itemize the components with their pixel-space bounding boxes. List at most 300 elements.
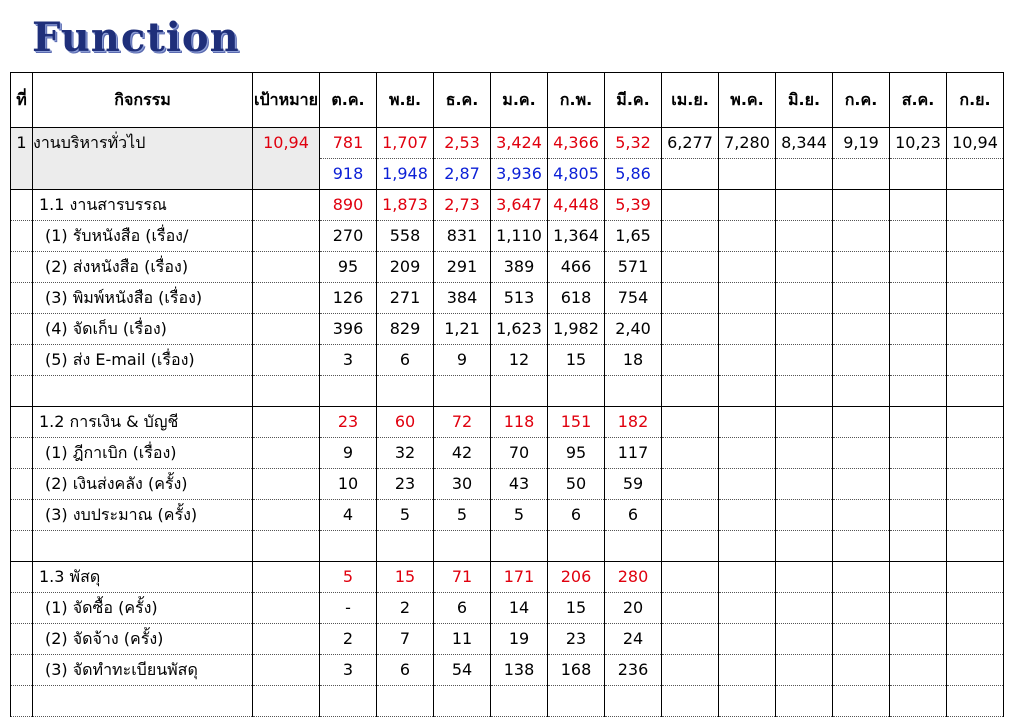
target-cell — [253, 407, 320, 438]
month-value-cell — [890, 407, 947, 438]
month-value-cell — [605, 686, 662, 717]
month-value-cell: 7,280 — [719, 128, 776, 159]
month-value-cell — [776, 221, 833, 252]
target-cell — [253, 221, 320, 252]
month-value-cell — [833, 283, 890, 314]
month-value-cell: 70 — [491, 438, 548, 469]
month-value-cell: 118 — [491, 407, 548, 438]
month-value-cell — [719, 438, 776, 469]
month-value-cell: 59 — [605, 469, 662, 500]
month-value-cell: 2,73 — [434, 190, 491, 221]
table-row — [11, 314, 1004, 345]
month-value-cell: 466 — [548, 252, 605, 283]
page-title: Function — [32, 14, 240, 61]
month-value-cell: 23 — [377, 469, 434, 500]
activity-cell: (2) ส่งหนังสือ (เรื่อง) — [33, 252, 253, 283]
month-value-cell: 15 — [548, 593, 605, 624]
month-value-cell: 7 — [377, 624, 434, 655]
month-value-cell — [833, 252, 890, 283]
activity-cell: งานบริหารทั่วไป — [33, 128, 253, 190]
month-value-cell: 10,94 — [947, 128, 1004, 159]
month-value-cell — [833, 345, 890, 376]
target-cell — [253, 624, 320, 655]
month-value-cell: 206 — [548, 562, 605, 593]
table-row — [11, 221, 1004, 252]
month-value-cell: 618 — [548, 283, 605, 314]
month-value-cell — [719, 655, 776, 686]
month-value-cell: 1,873 — [377, 190, 434, 221]
target-cell — [253, 283, 320, 314]
month-value-cell: 9 — [320, 438, 377, 469]
month-value-cell: 1,707 — [377, 128, 434, 159]
month-value-cell — [890, 345, 947, 376]
table-row — [11, 128, 1004, 159]
month-value-cell — [833, 562, 890, 593]
table-row — [11, 562, 1004, 593]
activity-cell: 1.3 พัสดุ — [33, 562, 253, 593]
month-value-cell: 781 — [320, 128, 377, 159]
month-value-cell: 1,982 — [548, 314, 605, 345]
row-index-cell — [11, 221, 33, 252]
month-value-cell: 95 — [320, 252, 377, 283]
month-value-cell — [320, 376, 377, 407]
month-value-cell — [320, 686, 377, 717]
row-index-cell — [11, 624, 33, 655]
header-cell: มี.ค. — [605, 73, 662, 128]
month-value-cell: 15 — [377, 562, 434, 593]
month-value-cell — [776, 283, 833, 314]
activity-cell: (4) จัดเก็บ (เรื่อง) — [33, 314, 253, 345]
table-row — [11, 345, 1004, 376]
month-value-cell — [662, 500, 719, 531]
row-index-cell — [11, 531, 33, 562]
month-value-cell — [947, 283, 1004, 314]
month-value-cell: 10 — [320, 469, 377, 500]
month-value-cell: 270 — [320, 221, 377, 252]
month-value-cell: 182 — [605, 407, 662, 438]
month-value-cell — [947, 562, 1004, 593]
activity-cell — [33, 531, 253, 562]
month-value-cell: 1,623 — [491, 314, 548, 345]
month-value-cell: 5,32 — [605, 128, 662, 159]
month-value-cell — [776, 345, 833, 376]
month-value-cell: 4,366 — [548, 128, 605, 159]
month-value-cell — [890, 531, 947, 562]
row-index-cell — [11, 469, 33, 500]
activity-cell: (2) เงินส่งคลัง (ครั้ง) — [33, 469, 253, 500]
row-index-cell — [11, 562, 33, 593]
month-value-cell — [719, 500, 776, 531]
month-value-cell — [776, 624, 833, 655]
month-value-cell: 10,23 — [890, 128, 947, 159]
month-value-cell — [719, 221, 776, 252]
month-value-cell: 389 — [491, 252, 548, 283]
month-value-cell: 32 — [377, 438, 434, 469]
activity-cell: (2) จัดจ้าง (ครั้ง) — [33, 624, 253, 655]
activity-cell — [33, 686, 253, 717]
month-value-cell: 271 — [377, 283, 434, 314]
header-cell: ที่ — [11, 73, 33, 128]
activity-cell: (1) ฎีกาเบิก (เรื่อง) — [33, 438, 253, 469]
month-value-cell: 513 — [491, 283, 548, 314]
month-value-cell — [662, 345, 719, 376]
month-value-cell — [947, 438, 1004, 469]
month-value-cell — [776, 593, 833, 624]
month-value-cell — [947, 407, 1004, 438]
month-value-cell: 43 — [491, 469, 548, 500]
month-value-cell — [719, 407, 776, 438]
table-row — [11, 438, 1004, 469]
month-value-cell — [890, 655, 947, 686]
month-value-cell: 138 — [491, 655, 548, 686]
row-index-cell — [11, 655, 33, 686]
month-value-cell: 6 — [548, 500, 605, 531]
month-value-cell — [890, 252, 947, 283]
month-value-cell — [434, 376, 491, 407]
month-value-cell — [947, 531, 1004, 562]
table-row — [11, 500, 1004, 531]
month-value-cell — [377, 376, 434, 407]
header-cell: เม.ย. — [662, 73, 719, 128]
month-value-cell: 6 — [434, 593, 491, 624]
month-value-cell — [890, 469, 947, 500]
month-value-cell — [947, 655, 1004, 686]
month-value-cell: 2 — [377, 593, 434, 624]
month-value-cell: 50 — [548, 469, 605, 500]
month-value-cell — [662, 376, 719, 407]
activity-cell: (3) จัดทำทะเบียนพัสดุ — [33, 655, 253, 686]
header-row — [11, 73, 1004, 128]
table-row — [11, 624, 1004, 655]
month-value-cell — [890, 159, 947, 190]
target-cell — [253, 500, 320, 531]
month-value-cell — [833, 686, 890, 717]
month-value-cell: 42 — [434, 438, 491, 469]
month-value-cell: 3,936 — [491, 159, 548, 190]
month-value-cell: 291 — [434, 252, 491, 283]
month-value-cell: 2 — [320, 624, 377, 655]
month-value-cell: 1,110 — [491, 221, 548, 252]
target-cell — [253, 593, 320, 624]
month-value-cell — [776, 407, 833, 438]
activity-cell: (1) จัดซื้อ (ครั้ง) — [33, 593, 253, 624]
row-index-cell — [11, 686, 33, 717]
month-value-cell — [719, 283, 776, 314]
month-value-cell — [776, 190, 833, 221]
month-value-cell: - — [320, 593, 377, 624]
month-value-cell — [890, 500, 947, 531]
month-value-cell: 23 — [548, 624, 605, 655]
month-value-cell: 5 — [491, 500, 548, 531]
table-body — [11, 128, 1004, 717]
month-value-cell — [719, 345, 776, 376]
month-value-cell — [776, 159, 833, 190]
month-value-cell — [947, 221, 1004, 252]
month-value-cell — [662, 624, 719, 655]
month-value-cell: 831 — [434, 221, 491, 252]
month-value-cell — [719, 624, 776, 655]
month-value-cell — [662, 252, 719, 283]
header-cell: เป้าหมาย — [253, 73, 320, 128]
month-value-cell — [833, 655, 890, 686]
target-cell — [253, 252, 320, 283]
month-value-cell — [947, 500, 1004, 531]
month-value-cell: 71 — [434, 562, 491, 593]
month-value-cell — [662, 562, 719, 593]
row-index-cell — [11, 376, 33, 407]
table-row — [11, 655, 1004, 686]
row-index-cell — [11, 438, 33, 469]
month-value-cell — [890, 190, 947, 221]
row-index-cell — [11, 593, 33, 624]
month-value-cell — [662, 593, 719, 624]
month-value-cell — [776, 438, 833, 469]
month-value-cell: 1,65 — [605, 221, 662, 252]
month-value-cell — [320, 531, 377, 562]
month-value-cell: 126 — [320, 283, 377, 314]
target-cell — [253, 314, 320, 345]
header-cell: กิจกรรม — [33, 73, 253, 128]
month-value-cell: 4 — [320, 500, 377, 531]
month-value-cell: 117 — [605, 438, 662, 469]
activity-cell — [33, 376, 253, 407]
month-value-cell — [947, 345, 1004, 376]
month-value-cell: 829 — [377, 314, 434, 345]
month-value-cell — [377, 686, 434, 717]
month-value-cell — [776, 500, 833, 531]
month-value-cell: 5,86 — [605, 159, 662, 190]
month-value-cell: 9,19 — [833, 128, 890, 159]
header-cell: พ.ค. — [719, 73, 776, 128]
month-value-cell — [833, 159, 890, 190]
table-row — [11, 252, 1004, 283]
month-value-cell — [833, 376, 890, 407]
month-value-cell: 5,39 — [605, 190, 662, 221]
month-value-cell: 3,647 — [491, 190, 548, 221]
activity-cell: (1) รับหนังสือ (เรื่อง/ — [33, 221, 253, 252]
header-cell: ก.ค. — [833, 73, 890, 128]
header-cell: ส.ค. — [890, 73, 947, 128]
header-cell: มิ.ย. — [776, 73, 833, 128]
month-value-cell: 20 — [605, 593, 662, 624]
month-value-cell — [719, 376, 776, 407]
target-cell — [253, 562, 320, 593]
month-value-cell — [890, 624, 947, 655]
month-value-cell: 4,448 — [548, 190, 605, 221]
month-value-cell — [776, 655, 833, 686]
table-row — [11, 283, 1004, 314]
month-value-cell — [833, 624, 890, 655]
month-value-cell — [434, 531, 491, 562]
month-value-cell — [776, 314, 833, 345]
month-value-cell — [890, 376, 947, 407]
month-value-cell: 9 — [434, 345, 491, 376]
month-value-cell — [833, 469, 890, 500]
month-value-cell: 5 — [377, 500, 434, 531]
month-value-cell — [491, 686, 548, 717]
month-value-cell: 6,277 — [662, 128, 719, 159]
month-value-cell — [947, 593, 1004, 624]
month-value-cell: 151 — [548, 407, 605, 438]
month-value-cell: 6 — [377, 345, 434, 376]
table-row — [11, 469, 1004, 500]
row-index-cell — [11, 252, 33, 283]
month-value-cell — [662, 314, 719, 345]
month-value-cell — [662, 190, 719, 221]
month-value-cell: 1,21 — [434, 314, 491, 345]
target-cell — [253, 190, 320, 221]
month-value-cell: 384 — [434, 283, 491, 314]
month-value-cell: 8,344 — [776, 128, 833, 159]
activity-cell: (3) พิมพ์หนังสือ (เรื่อง) — [33, 283, 253, 314]
activity-cell: (5) ส่ง E-mail (เรื่อง) — [33, 345, 253, 376]
header-cell: ม.ค. — [491, 73, 548, 128]
month-value-cell — [719, 593, 776, 624]
month-value-cell — [719, 469, 776, 500]
month-value-cell — [890, 686, 947, 717]
month-value-cell: 72 — [434, 407, 491, 438]
month-value-cell — [719, 252, 776, 283]
header-cell: ธ.ค. — [434, 73, 491, 128]
month-value-cell — [890, 283, 947, 314]
month-value-cell — [890, 221, 947, 252]
month-value-cell — [662, 438, 719, 469]
month-value-cell: 23 — [320, 407, 377, 438]
month-value-cell — [662, 407, 719, 438]
month-value-cell — [833, 190, 890, 221]
month-value-cell — [662, 531, 719, 562]
header-cell: พ.ย. — [377, 73, 434, 128]
month-value-cell — [947, 624, 1004, 655]
month-value-cell — [833, 531, 890, 562]
month-value-cell — [833, 221, 890, 252]
month-value-cell — [947, 159, 1004, 190]
target-cell — [253, 345, 320, 376]
month-value-cell — [890, 314, 947, 345]
header-cell: ก.ย. — [947, 73, 1004, 128]
month-value-cell — [605, 531, 662, 562]
month-value-cell: 6 — [377, 655, 434, 686]
month-value-cell: 24 — [605, 624, 662, 655]
month-value-cell — [662, 686, 719, 717]
month-value-cell — [947, 314, 1004, 345]
row-index-cell — [11, 407, 33, 438]
month-value-cell: 2,87 — [434, 159, 491, 190]
month-value-cell: 60 — [377, 407, 434, 438]
month-value-cell: 5 — [320, 562, 377, 593]
month-value-cell: 14 — [491, 593, 548, 624]
month-value-cell: 168 — [548, 655, 605, 686]
month-value-cell — [548, 376, 605, 407]
month-value-cell — [776, 469, 833, 500]
row-index-cell — [11, 190, 33, 221]
month-value-cell — [833, 593, 890, 624]
target-cell — [253, 531, 320, 562]
month-value-cell — [776, 686, 833, 717]
month-value-cell: 918 — [320, 159, 377, 190]
month-value-cell: 396 — [320, 314, 377, 345]
table-row — [11, 686, 1004, 717]
month-value-cell — [833, 438, 890, 469]
month-value-cell — [947, 190, 1004, 221]
month-value-cell: 2,40 — [605, 314, 662, 345]
target-cell: 10,94 — [253, 128, 320, 190]
month-value-cell — [890, 438, 947, 469]
activity-cell: 1.2 การเงิน & บัญชี — [33, 407, 253, 438]
month-value-cell: 54 — [434, 655, 491, 686]
target-cell — [253, 438, 320, 469]
month-value-cell — [548, 531, 605, 562]
month-value-cell — [434, 686, 491, 717]
month-value-cell — [548, 686, 605, 717]
month-value-cell — [719, 314, 776, 345]
month-value-cell: 754 — [605, 283, 662, 314]
table-row — [11, 593, 1004, 624]
month-value-cell — [662, 221, 719, 252]
month-value-cell: 4,805 — [548, 159, 605, 190]
month-value-cell: 3 — [320, 655, 377, 686]
row-index-cell — [11, 345, 33, 376]
month-value-cell — [890, 593, 947, 624]
target-cell — [253, 376, 320, 407]
month-value-cell — [491, 376, 548, 407]
month-value-cell — [947, 686, 1004, 717]
month-value-cell — [890, 562, 947, 593]
month-value-cell — [947, 376, 1004, 407]
month-value-cell: 209 — [377, 252, 434, 283]
target-cell — [253, 469, 320, 500]
month-value-cell — [491, 531, 548, 562]
month-value-cell — [947, 252, 1004, 283]
month-value-cell — [833, 407, 890, 438]
month-value-cell: 11 — [434, 624, 491, 655]
month-value-cell: 171 — [491, 562, 548, 593]
month-value-cell: 15 — [548, 345, 605, 376]
month-value-cell — [719, 159, 776, 190]
activity-cell: 1.1 งานสารบรรณ — [33, 190, 253, 221]
month-value-cell — [776, 562, 833, 593]
month-value-cell — [833, 500, 890, 531]
month-value-cell — [605, 376, 662, 407]
month-value-cell: 280 — [605, 562, 662, 593]
month-value-cell: 890 — [320, 190, 377, 221]
activity-cell: (3) งบประมาณ (ครั้ง) — [33, 500, 253, 531]
month-value-cell — [776, 531, 833, 562]
month-value-cell: 95 — [548, 438, 605, 469]
month-value-cell: 3,424 — [491, 128, 548, 159]
row-index-cell — [11, 500, 33, 531]
month-value-cell — [719, 531, 776, 562]
table-row — [11, 376, 1004, 407]
month-value-cell — [776, 376, 833, 407]
month-value-cell: 3 — [320, 345, 377, 376]
month-value-cell: 6 — [605, 500, 662, 531]
month-value-cell: 1,364 — [548, 221, 605, 252]
month-value-cell: 236 — [605, 655, 662, 686]
month-value-cell — [833, 314, 890, 345]
month-value-cell — [377, 531, 434, 562]
row-index-cell — [11, 283, 33, 314]
month-value-cell — [662, 469, 719, 500]
row-index-cell — [11, 314, 33, 345]
month-value-cell: 1,948 — [377, 159, 434, 190]
row-index-cell: 1 — [11, 128, 33, 190]
month-value-cell — [776, 252, 833, 283]
month-value-cell — [719, 562, 776, 593]
month-value-cell — [662, 283, 719, 314]
target-cell — [253, 686, 320, 717]
header-cell: ก.พ. — [548, 73, 605, 128]
